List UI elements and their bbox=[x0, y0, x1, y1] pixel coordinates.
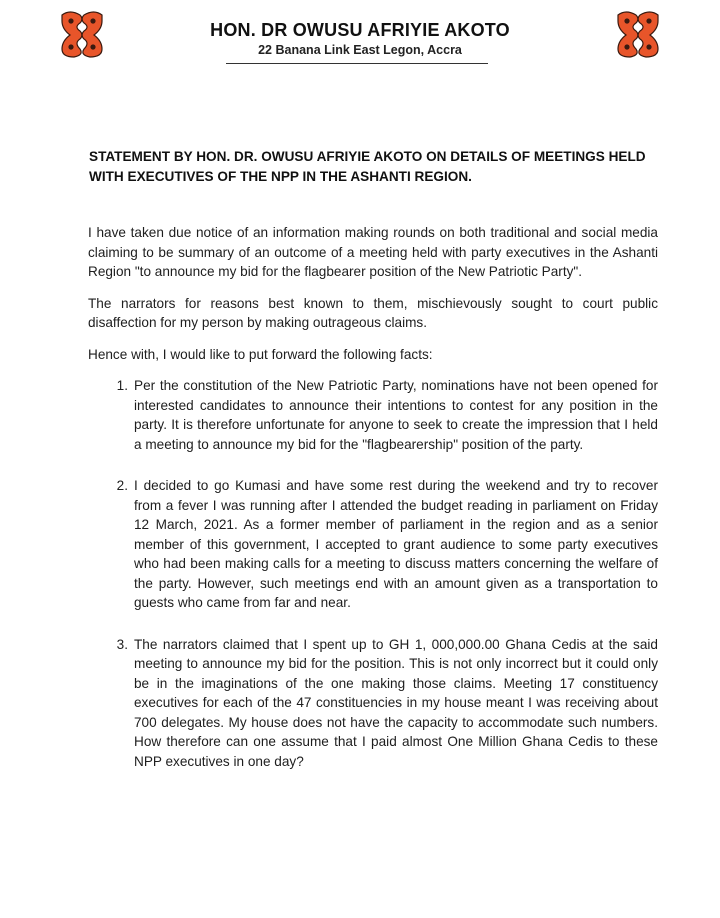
party-emblem-icon bbox=[58, 9, 106, 59]
list-item bbox=[88, 376, 658, 454]
statement-body bbox=[88, 223, 658, 793]
list-item-text: The narrators claimed that I spent up to GH 1, 000,000.00 Ghana Cedis at the said meeting to announce my bid for the position. This is not only incorrect but it could only be in the imaginations of the one making those claims. Meeting 17 constituency executives for each of the 47 constituencies in my house meant I was receiving about 700 delegates. My house does not have the capacity to accommodate such numbers. How therefore can one assume that I paid almost One Million Ghana Cedis to these NPP executives in one day? bbox=[134, 636, 658, 769]
list-item bbox=[88, 635, 658, 772]
intro-paragraph: I have taken due notice of an information making rounds on both traditional and social media claiming to be summary of an outcome of a meeting held with party executives in the Ashanti Region "to announce my bid for the flagbearer position of the New Patriotic Party". bbox=[88, 225, 658, 279]
list-item-number: 2. bbox=[116, 478, 128, 493]
list-item-number: 3. bbox=[116, 636, 128, 652]
list-item-number: 1. bbox=[116, 378, 128, 393]
narrators-paragraph: The narrators for reasons best known to them, mischievously sought to court public disaffection for my person by making outrageous claims. bbox=[88, 295, 658, 330]
statement-title: STATEMENT BY HON. DR. OWUSU AFRIYIE AKOTO ON DETAILS OF MEETINGS HELD WITH EXECUTIVES OF THE NPP IN THE ASHANTI REGION. bbox=[89, 149, 646, 184]
letterhead-address: 22 Banana Link East Legon, Accra bbox=[258, 43, 462, 57]
facts-lead-paragraph: Hence with, I would like to put forward the following facts: bbox=[88, 346, 433, 362]
list-item-text: I decided to go Kumasi and have some rest during the weekend and try to recover from a fever I was running after I attended the budget reading in parliament on Friday 12 March, 2021. As a former member of parliament in the region and as a senior member of this government, I accepted to grant audience to some party executives who had been making calls for a meeting to discuss matters concerning the welfare of the party. However, such meetings end with an amount given as a transportation to guests who came from far and near. bbox=[134, 478, 658, 610]
list-item-text: Per the constitution of the New Patriotic Party, nominations have not been opened for interested candidates to announce their intentions to contest for any position in the party. It is therefore unfortunate for anyone to seek to create the impression that I held a meeting to announce my bid for the "flagbearership" position of the party. bbox=[134, 378, 658, 452]
list-item bbox=[88, 476, 658, 613]
facts-list bbox=[88, 376, 658, 771]
party-emblem-icon bbox=[614, 9, 662, 59]
letterhead-name: HON. DR OWUSU AFRIYIE AKOTO bbox=[210, 20, 510, 40]
letterhead-divider bbox=[226, 63, 488, 64]
